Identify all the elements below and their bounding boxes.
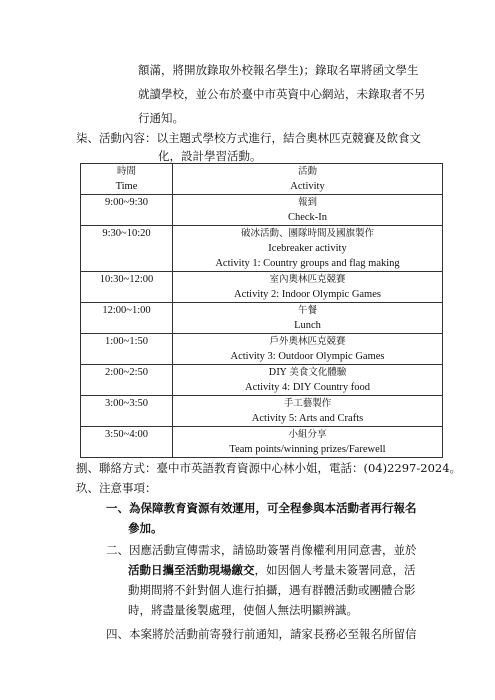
schedule-row — [81, 226, 443, 272]
schedule-time-cell — [81, 195, 173, 226]
schedule-activity-cell — [173, 226, 443, 272]
activity-header-en: Activity — [290, 181, 325, 192]
activity-name-zh: DIY 美食文化體驗 — [268, 367, 347, 378]
schedule-time: 9:00~9:30 — [104, 197, 148, 208]
notice-2-line-2 — [128, 562, 416, 578]
schedule-row — [81, 396, 443, 427]
section-9-title: 玖、注意事項： — [76, 481, 157, 495]
schedule-activity-cell — [173, 195, 443, 226]
schedule-time: 10:30~12:00 — [99, 274, 154, 285]
schedule-time-cell — [81, 272, 173, 303]
schedule-activity-cell — [173, 334, 443, 365]
activity-name-en: Activity 3: Outdoor Olympic Games — [230, 351, 385, 362]
schedule-table — [80, 163, 443, 458]
schedule-time: 3:50~4:00 — [104, 429, 148, 440]
activity-header-cell — [173, 164, 443, 195]
notice-1-line-1: 一、為保障教育資源有效運用，可全程參與本活動者再行報名 — [106, 501, 417, 515]
activity-name-zh: 午餐 — [297, 305, 317, 316]
intro-line-3: 行通知。 — [138, 111, 184, 125]
schedule-row — [81, 334, 443, 365]
notice-2-line-2-rest: ，如因個人考量未簽署同意，活 — [254, 563, 416, 577]
schedule-time: 3:00~3:50 — [104, 398, 148, 409]
activity-header-zh: 活動 — [297, 166, 317, 177]
activity-name-en: Activity 1: Country groups and flag making — [215, 258, 400, 269]
activity-name-zh: 破冰活動、團隊時間及國旗製作 — [240, 228, 374, 239]
activity-name-zh: 室內奧林匹克競賽 — [269, 274, 346, 285]
notice-2-line-1: 二、因應活動宣傳需求，請協助簽署肖像權利用同意書，並於 — [106, 543, 417, 557]
activity-name-en: Check-In — [287, 212, 328, 223]
schedule-row — [81, 427, 443, 458]
activity-name-en: Team points/winning prizes/Farewell — [229, 444, 386, 455]
section-7-line-2: 化，設計學習活動。 — [158, 149, 262, 163]
intro-line-1: 額滿，將開放錄取外校報名學生)；錄取名單將函文學生 — [138, 63, 419, 77]
schedule-time-cell — [81, 334, 173, 365]
schedule-row — [81, 303, 443, 334]
activity-name-en: Icebreaker activity — [268, 243, 347, 254]
activity-name-en: Lunch — [294, 320, 321, 331]
schedule-time: 9:30~10:20 — [102, 228, 151, 239]
activity-name-zh: 戶外奧林匹克競賽 — [269, 336, 346, 347]
schedule-time-cell — [81, 427, 173, 458]
schedule-activity-cell — [173, 303, 443, 334]
schedule-row — [81, 365, 443, 396]
schedule-activity-cell — [173, 365, 443, 396]
schedule-activity-cell — [173, 272, 443, 303]
schedule-time-cell — [81, 226, 173, 272]
activity-name-zh: 手工藝製作 — [283, 398, 332, 409]
time-header-cell — [81, 164, 173, 195]
notice-2-bold-phrase: 活動日攜至活動現場繳交 — [128, 563, 255, 577]
activity-name-zh: 小組分享 — [288, 429, 327, 440]
schedule-activity-cell — [173, 396, 443, 427]
section-7-line-1: 柒、活動內容：以主題式學校方式進行，結合奧林匹克競賽及飲食文 — [76, 131, 421, 145]
schedule-time: 12:00~1:00 — [102, 305, 151, 316]
notice-4-line-1: 四、本案將於活動前寄發行前通知，請家長務必至報名所留信 — [106, 627, 417, 641]
notice-2-line-3: 動期間將不針對個人進行拍攝，遇有群體活動或團體合影 — [128, 583, 416, 597]
notice-1-line-2: 參加。 — [128, 521, 163, 535]
schedule-activity-cell — [173, 427, 443, 458]
schedule-header-row — [81, 164, 443, 195]
schedule-time-cell — [81, 396, 173, 427]
time-header-en: Time — [115, 181, 138, 192]
activity-name-zh: 報到 — [297, 197, 317, 208]
schedule-time-cell — [81, 303, 173, 334]
time-header-zh: 時間 — [116, 166, 136, 177]
activity-name-en: Activity 4: DIY Country food — [244, 382, 370, 393]
section-8-text: 捌、聯絡方式：臺中市英語教育資源中心林小姐，電話：(04)2297-2024。 — [76, 461, 462, 475]
notice-2-line-4: 時，將盡量後製處理，使個人無法明顯辨識。 — [128, 603, 358, 617]
activity-name-en: Activity 5: Arts and Crafts — [251, 413, 364, 424]
schedule-row — [81, 272, 443, 303]
intro-line-2: 就讀學校，並公布於臺中市英資中心網站，未錄取者不另 — [138, 87, 426, 101]
schedule-time-cell — [81, 365, 173, 396]
activity-name-en: Activity 2: Indoor Olympic Games — [234, 289, 381, 300]
schedule-time: 1:00~1:50 — [104, 336, 148, 347]
schedule-row — [81, 195, 443, 226]
schedule-time: 2:00~2:50 — [104, 367, 148, 378]
